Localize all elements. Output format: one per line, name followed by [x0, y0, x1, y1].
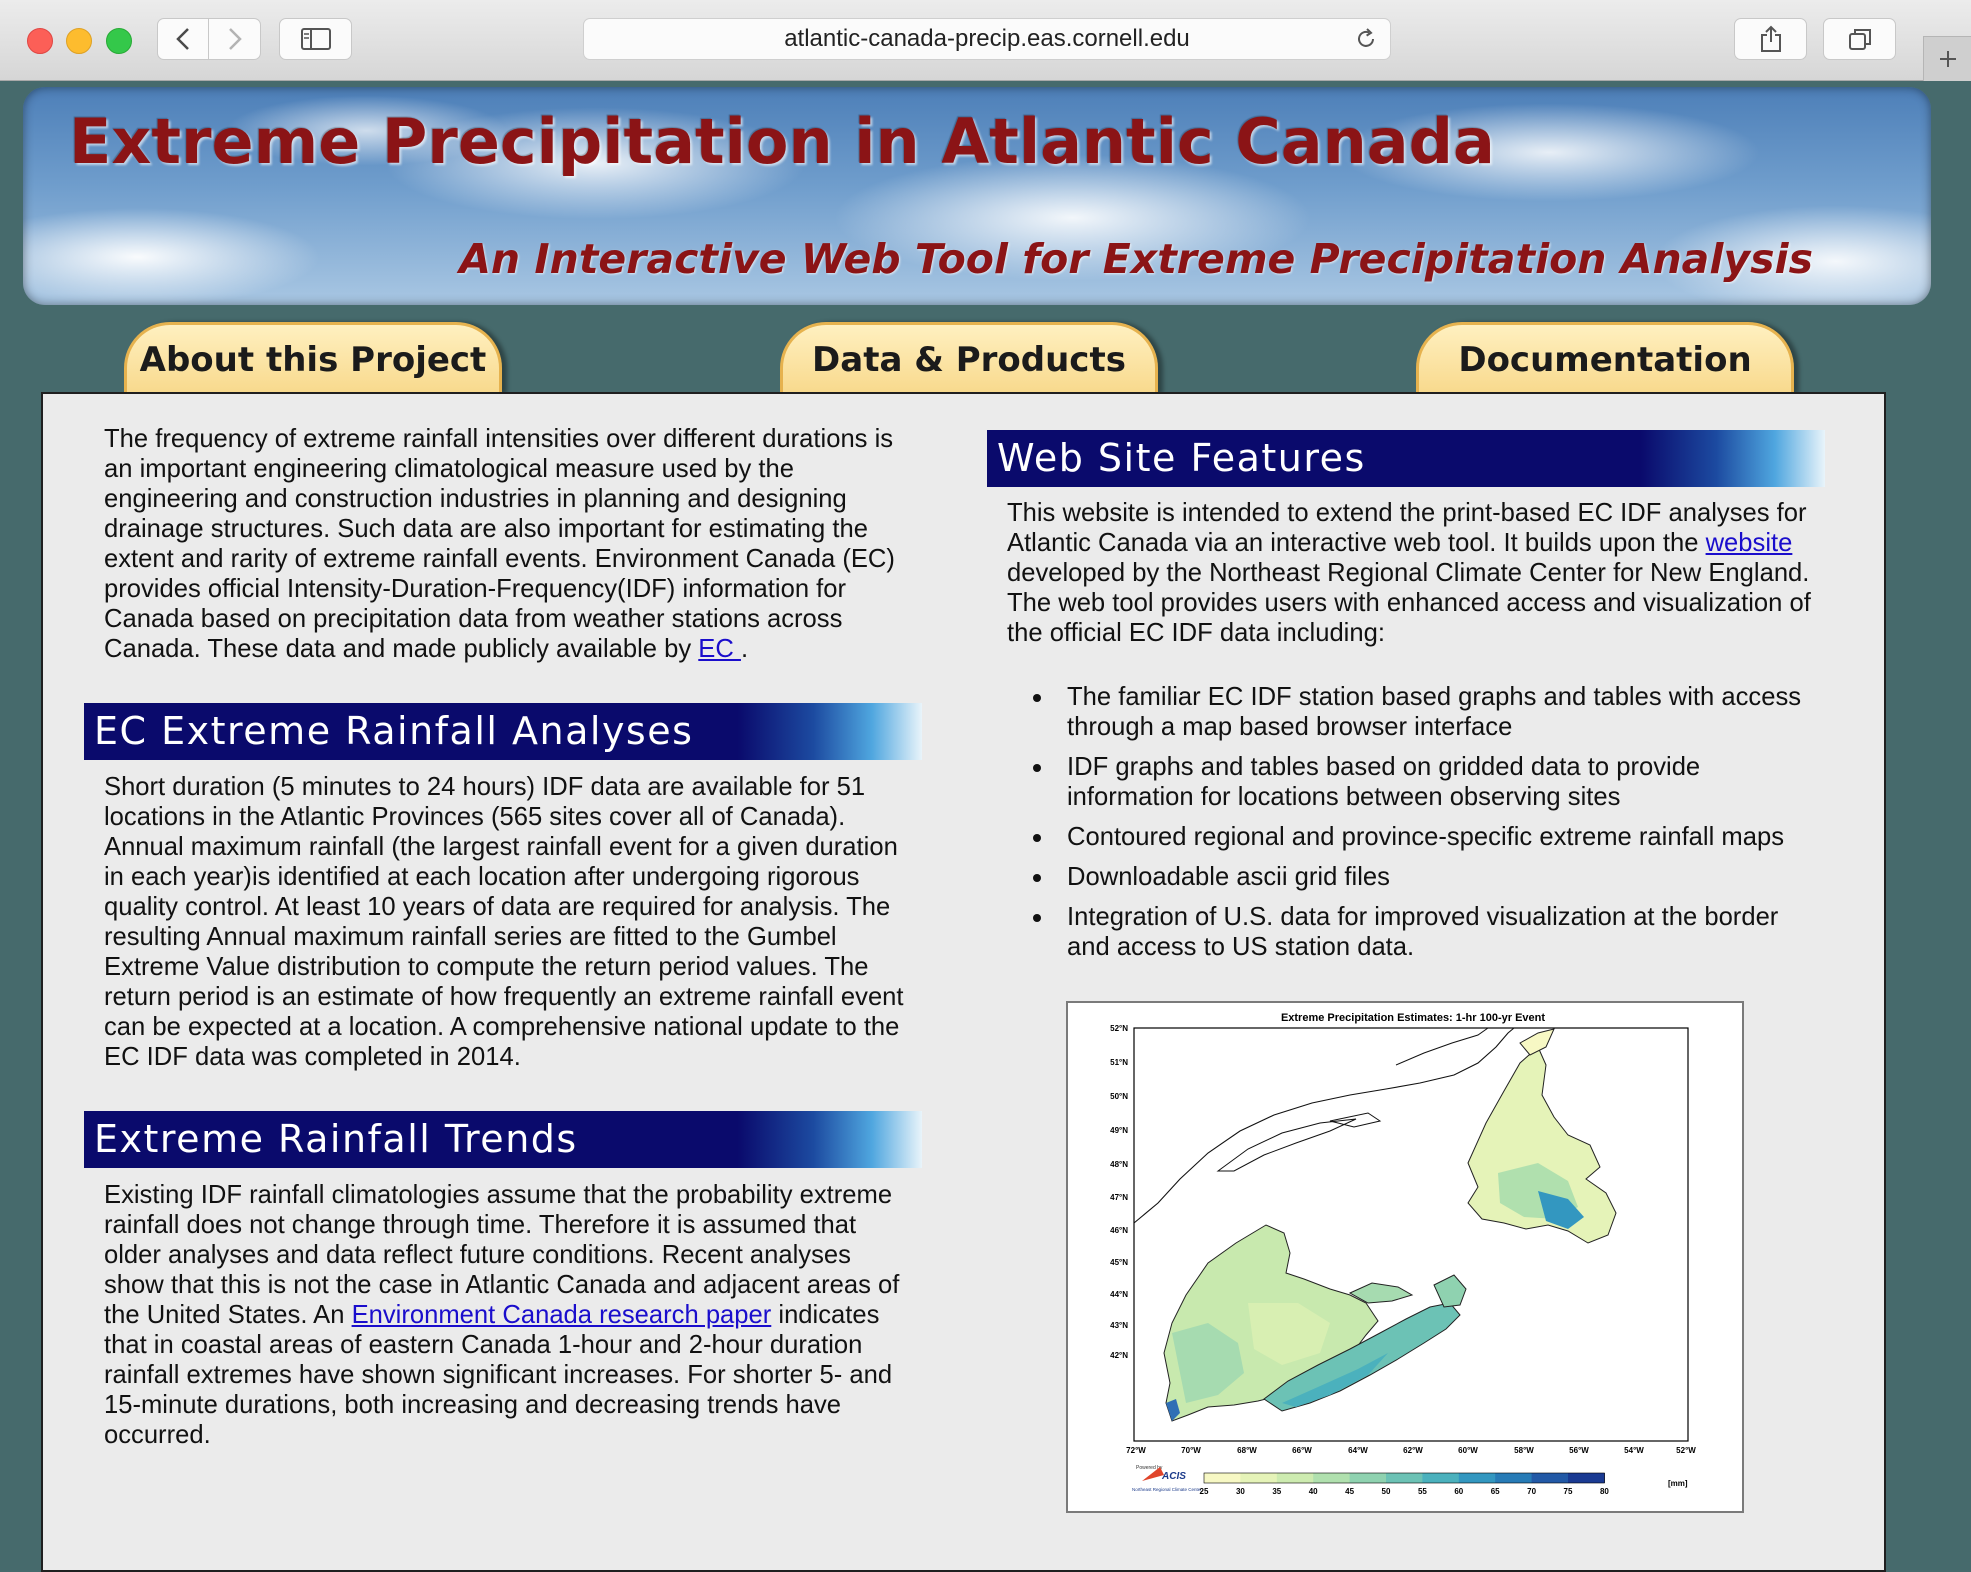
lon-label: 70°W [1181, 1446, 1201, 1455]
features-text-after: developed by the Northeast Regional Climate Center for New England. The web tool provides users with enhanced access and visualization of the official EC IDF data including: [1007, 559, 1811, 647]
rainfall-trends-heading: Extreme Rainfall Trends [84, 1111, 922, 1168]
trends-text-after: indicates that in coastal areas of eastern Canada 1-hour and 2-hour duration rainfall extremes have shown significant increases. For shorter 5- and 15-minute durations, both increasing and decreasing trends have occurred. [104, 1301, 893, 1449]
site-features-heading: Web Site Features [987, 430, 1825, 487]
legend-swatch [1422, 1473, 1459, 1483]
lat-label: 51°N [1110, 1058, 1128, 1067]
new-tab-button[interactable] [1923, 36, 1971, 81]
chevron-right-icon [226, 26, 244, 52]
precipitation-map[interactable] [1066, 1001, 1744, 1513]
legend-swatch [1459, 1473, 1496, 1483]
list-item: The familiar EC IDF station based graphs and tables with access through a map based browser interface [1007, 682, 1827, 742]
legend-swatch [1204, 1473, 1241, 1483]
tab-data-and-products[interactable]: Data & Products [780, 322, 1158, 394]
tabs-overview-icon [1848, 27, 1872, 51]
reload-icon[interactable] [1354, 27, 1378, 51]
rainfall-trends-paragraph [104, 1180, 904, 1450]
zoom-window-button[interactable] [106, 28, 132, 54]
legend-label: 40 [1308, 1487, 1318, 1496]
research-paper-link[interactable]: Environment Canada research paper [351, 1301, 772, 1329]
lat-label: 46°N [1110, 1226, 1128, 1235]
lat-label: 49°N [1110, 1126, 1128, 1135]
map-title: Extreme Precipitation Estimates: 1-hr 100-yr Event [1280, 1012, 1546, 1024]
legend-label: 35 [1272, 1487, 1282, 1496]
list-item: Contoured regional and province-specific extreme rainfall maps [1007, 822, 1827, 852]
tab-documentation[interactable]: Documentation [1416, 322, 1794, 394]
lon-label: 72°W [1126, 1446, 1146, 1455]
features-list [1007, 682, 1827, 972]
legend-swatch [1350, 1473, 1387, 1483]
site-banner [23, 87, 1931, 305]
legend-swatch [1532, 1473, 1569, 1483]
lat-label: 48°N [1110, 1160, 1128, 1169]
lon-label: 56°W [1569, 1446, 1589, 1455]
legend-swatch [1240, 1473, 1277, 1483]
legend-swatch [1313, 1473, 1350, 1483]
ec-analyses-paragraph: Short duration (5 minutes to 24 hours) IDF data are available for 51 locations in the Atlantic Provinces (565 sites cover all of Canada). Annual maximum rainfall (the largest rainfall event for a given duration in each year)is identified at each location after undergoing rigorous quality control. At least 10 years of data are required for analysis. The resulting Annual maximum rainfall series are fitted to the Gumbel Extreme Value distribution to compute the return period values. The return period is an estimate of how frequently an extreme rainfall event can be expected at a location. A comprehensive national update to the EC IDF data was completed in 2014. [104, 773, 904, 1071]
intro-text: The frequency of extreme rainfall intensities over different durations is an important engineering climatological measure used by the engineering and construction industries in planning and designing drainage structures. Such data are also important for estimating the extent and rarity of extreme rainfall events. Environment Canada (EC) provides official Intensity-Duration-Frequency(IDF) information for Canada based on precipitation data from weather stations across Canada. These data and made publicly available by [104, 425, 895, 663]
legend-label: 45 [1345, 1487, 1355, 1496]
legend-swatch [1568, 1473, 1605, 1483]
legend-swatch [1277, 1473, 1314, 1483]
legend-label: 65 [1490, 1487, 1500, 1496]
logo-acis-text: ACIS [1162, 1471, 1186, 1482]
intro-text-end: . [740, 635, 749, 663]
share-icon [1760, 25, 1782, 53]
minimize-window-button[interactable] [66, 28, 92, 54]
trends-text-before: Existing IDF rainfall climatologies assume that the probability extreme rainfall does not change through time. Therefore it is assumed that older analyses and data reflect future conditions. Recent analyses show that this is not the case in Atlantic Canada and adjacent areas of the United States. An [104, 1181, 900, 1329]
acis-logo [1132, 1465, 1202, 1492]
lon-label: 58°W [1514, 1446, 1534, 1455]
legend-swatch [1495, 1473, 1532, 1483]
close-window-button[interactable] [27, 28, 53, 54]
logo-nrcc-text: Northeast Regional Climate Center [1132, 1487, 1202, 1492]
legend-unit: [mm] [1668, 1479, 1688, 1488]
main-content [41, 392, 1886, 1572]
list-item: Downloadable ascii grid files [1007, 862, 1827, 892]
legend-swatch [1386, 1473, 1423, 1483]
lon-label: 60°W [1458, 1446, 1478, 1455]
browser-toolbar [0, 0, 1971, 81]
lon-label: 64°W [1348, 1446, 1368, 1455]
ec-analyses-heading: EC Extreme Rainfall Analyses [84, 703, 922, 760]
legend-label: 60 [1454, 1487, 1464, 1496]
lat-label: 44°N [1110, 1290, 1128, 1299]
lat-label: 43°N [1110, 1321, 1128, 1330]
lon-label: 66°W [1292, 1446, 1312, 1455]
legend-label: 70 [1527, 1487, 1537, 1496]
ec-link[interactable]: EC [698, 635, 741, 663]
site-features-paragraph [1007, 498, 1813, 648]
sidebar-button[interactable] [279, 18, 352, 60]
share-button[interactable] [1734, 18, 1807, 60]
legend-label: 80 [1599, 1487, 1609, 1496]
back-button[interactable] [157, 18, 209, 60]
address-bar[interactable] [583, 18, 1391, 60]
lat-label: 47°N [1110, 1193, 1128, 1202]
color-legend [1204, 1473, 1605, 1483]
site-subtitle: An Interactive Web Tool for Extreme Precipitation Analysis [459, 235, 1813, 283]
lon-label: 68°W [1237, 1446, 1257, 1455]
lon-label: 62°W [1403, 1446, 1423, 1455]
legend-label: 30 [1235, 1487, 1245, 1496]
lat-label: 50°N [1110, 1092, 1128, 1101]
list-item: Integration of U.S. data for improved visualization at the border and access to US station data. [1007, 902, 1827, 962]
lon-label: 54°W [1624, 1446, 1644, 1455]
show-tabs-button[interactable] [1823, 18, 1896, 60]
lat-label: 45°N [1110, 1258, 1128, 1267]
legend-label: 25 [1199, 1487, 1209, 1496]
plus-icon [1938, 49, 1958, 69]
sidebar-icon [301, 28, 331, 50]
legend-label: 55 [1417, 1487, 1427, 1496]
chevron-left-icon [174, 26, 192, 52]
lat-label: 52°N [1110, 1024, 1128, 1033]
forward-button[interactable] [209, 18, 261, 60]
features-text-before: This website is intended to extend the print-based EC IDF analyses for Atlantic Canada via an interactive web tool. It builds upon the [1007, 499, 1807, 557]
lon-label: 52°W [1676, 1446, 1696, 1455]
tab-about-this-project[interactable]: About this Project [124, 322, 502, 394]
nrcc-website-link[interactable]: website [1705, 529, 1793, 557]
site-title: Extreme Precipitation in Atlantic Canada [69, 105, 1495, 178]
logo-small-text: Powered by [1136, 1465, 1163, 1471]
legend-label: 50 [1381, 1487, 1391, 1496]
intro-paragraph [104, 424, 914, 664]
legend-label: 75 [1563, 1487, 1573, 1496]
url-text: atlantic-canada-precip.eas.cornell.edu [784, 25, 1190, 52]
lat-label: 42°N [1110, 1351, 1128, 1360]
list-item: IDF graphs and tables based on gridded data to provide information for locations between observing sites [1007, 752, 1827, 812]
